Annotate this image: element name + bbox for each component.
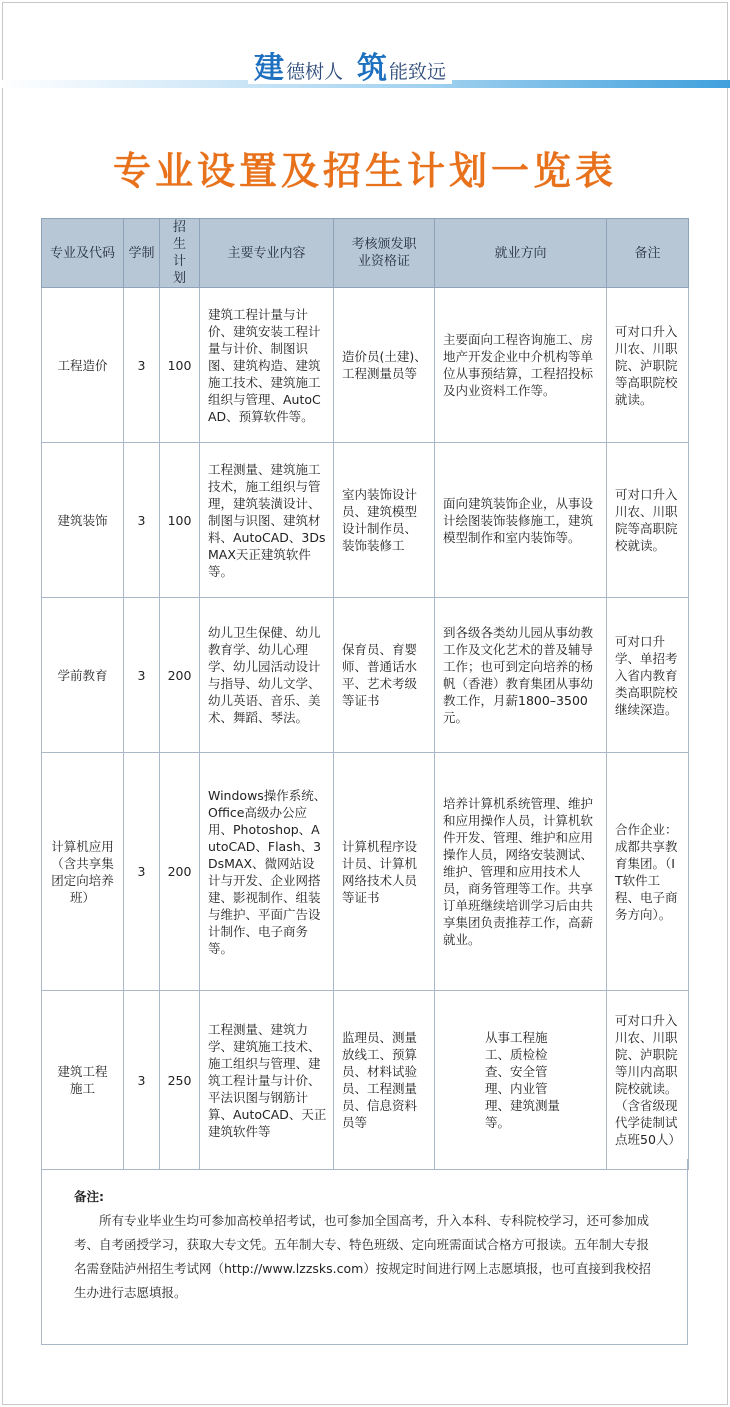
cell-content: 建筑工程计量与计价、建筑安装工程计量与计价、制图识图、建筑构造、建筑施工技术、建筑施工组织与管理、AutoCAD、预算软件等。 <box>200 288 334 443</box>
slogan-char-1: 建 <box>254 51 284 86</box>
remarks-text: 所有专业毕业生均可参加高校单招考试，也可参加全国高考，升入本科、专科院校学习，还可参加成考、自考函授学习，获取大专文凭。五年制大专、特色班级、定向班需面试合格方可报读。五年制大专报名需登陆泸州招生考试网（http://www.lzzsks.com）按规定时间进行网上志愿填报，也可直接到我校招生办进行志愿填报。 <box>74 1213 651 1300</box>
header-major: 专业及代码 <box>42 219 124 288</box>
page-title: 专业设置及招生计划一览表 <box>112 149 617 193</box>
cell-years: 3 <box>124 288 160 443</box>
slogan-text-2: 能致远 <box>389 61 447 83</box>
cell-content: 工程测量、建筑施工技术，施工组织与管理，建筑装潢设计、制图与识图、建筑材料、AutoCAD、3DsMAX天正建筑软件等。 <box>200 443 334 598</box>
cell-quota: 100 <box>160 288 200 443</box>
cell-years: 3 <box>124 991 160 1170</box>
cell-employment: 主要面向工程咨询施工、房地产开发企业中介机构等单位从事预结算，工程招投标及内业资料工作等。 <box>435 288 607 443</box>
cell-employment: 面向建筑装饰企业，从事设计绘图装饰装修施工，建筑模型制作和室内装饰等。 <box>435 443 607 598</box>
cell-remark: 合作企业：成都共享教育集团。（IT软件工程、电子商务方向）。 <box>607 753 689 991</box>
cell-certificate: 造价员(土建)、工程测量员等 <box>334 288 435 443</box>
enrollment-plan-table <box>41 218 689 1170</box>
cell-quota: 200 <box>160 598 200 753</box>
cell-certificate: 室内装饰设计员、建筑模型设计制作员、装饰装修工 <box>334 443 435 598</box>
cell-years: 3 <box>124 598 160 753</box>
table-row <box>42 753 689 991</box>
cell-quota: 200 <box>160 753 200 991</box>
table-row <box>42 443 689 598</box>
slogan-text-1: 德树人 <box>286 61 344 83</box>
header-years: 学制 <box>124 219 160 288</box>
cell-major: 工程造价 <box>42 288 124 443</box>
cell-certificate: 计算机程序设计员、计算机网络技术人员等证书 <box>334 753 435 991</box>
cell-quota: 100 <box>160 443 200 598</box>
cell-major: 建筑装饰 <box>42 443 124 598</box>
table-header-row <box>42 219 689 288</box>
cell-content: Windows操作系统、Office高级办公应用、Photoshop、AutoCAD、Flash、3DsMAX、微网站设计与开发、企业网搭建、影视制作、组装与维护、平面广告设计制作、电子商务等。 <box>200 753 334 991</box>
cell-major: 计算机应用（含共享集团定向培养班） <box>42 753 124 991</box>
cell-remark: 可对口升入川农、川职院、泸职院等高职院校就读。 <box>607 288 689 443</box>
cell-remark: 可对口升入川农、川职院等高职院校就读。 <box>607 443 689 598</box>
cell-major: 学前教育 <box>42 598 124 753</box>
header-quota: 招生计划 <box>160 219 200 288</box>
table-row <box>42 598 689 753</box>
header-content: 主要专业内容 <box>200 219 334 288</box>
header-employment: 就业方向 <box>435 219 607 288</box>
table-row <box>42 288 689 443</box>
header-remark: 备注 <box>607 219 689 288</box>
remarks-title: 备注: <box>74 1189 104 1204</box>
cell-remark: 可对口升入川农、川职院、泸职院等川内高职院校就读。（含省级现代学徒制试点班50人） <box>607 991 689 1170</box>
cell-content: 幼儿卫生保健、幼儿教育学、幼儿心理学、幼儿园活动设计与指导、幼儿文学、幼儿英语、音乐、美术、舞蹈、琴法。 <box>200 598 334 753</box>
cell-years: 3 <box>124 443 160 598</box>
cell-employment: 从事工程施工、质检检查、安全管理、内业管理、建筑测量等。 <box>435 991 607 1170</box>
cell-years: 3 <box>124 753 160 991</box>
table-row <box>42 991 689 1170</box>
cell-major: 建筑工程施工 <box>42 991 124 1170</box>
cell-certificate: 监理员、测量放线工、预算员、材料试验员、工程测量员、信息资料员等 <box>334 991 435 1170</box>
school-slogan <box>248 44 452 84</box>
slogan-char-2: 筑 <box>357 51 388 86</box>
cell-quota: 250 <box>160 991 200 1170</box>
remarks-section <box>41 1159 688 1345</box>
cell-certificate: 保育员、育婴师、普通话水平、艺术考级等证书 <box>334 598 435 753</box>
header-certificate: 考核颁发职业资格证 <box>334 219 435 288</box>
cell-content: 工程测量、建筑力学、建筑施工技术、施工组织与管理、建筑工程计量与计价、平法识图与钢筋计算、AutoCAD、天正建筑软件等 <box>200 991 334 1170</box>
cell-remark: 可对口升学、单招考入省内教育类高职院校继续深造。 <box>607 598 689 753</box>
cell-employment: 到各级各类幼儿园从事幼教工作及文化艺术的普及辅导工作；也可到定向培养的杨帆（香港）教育集团从事幼教工作，月薪1800–3500元。 <box>435 598 607 753</box>
cell-employment: 培养计算机系统管理、维护和应用操作人员，计算机软件开发、管理、维护和应用操作人员，网络安装测试、维护、管理和应用技术人员，商务管理等工作。共享订单班继续培训学习后由共享集团负责推荐工作，高薪就业。 <box>435 753 607 991</box>
